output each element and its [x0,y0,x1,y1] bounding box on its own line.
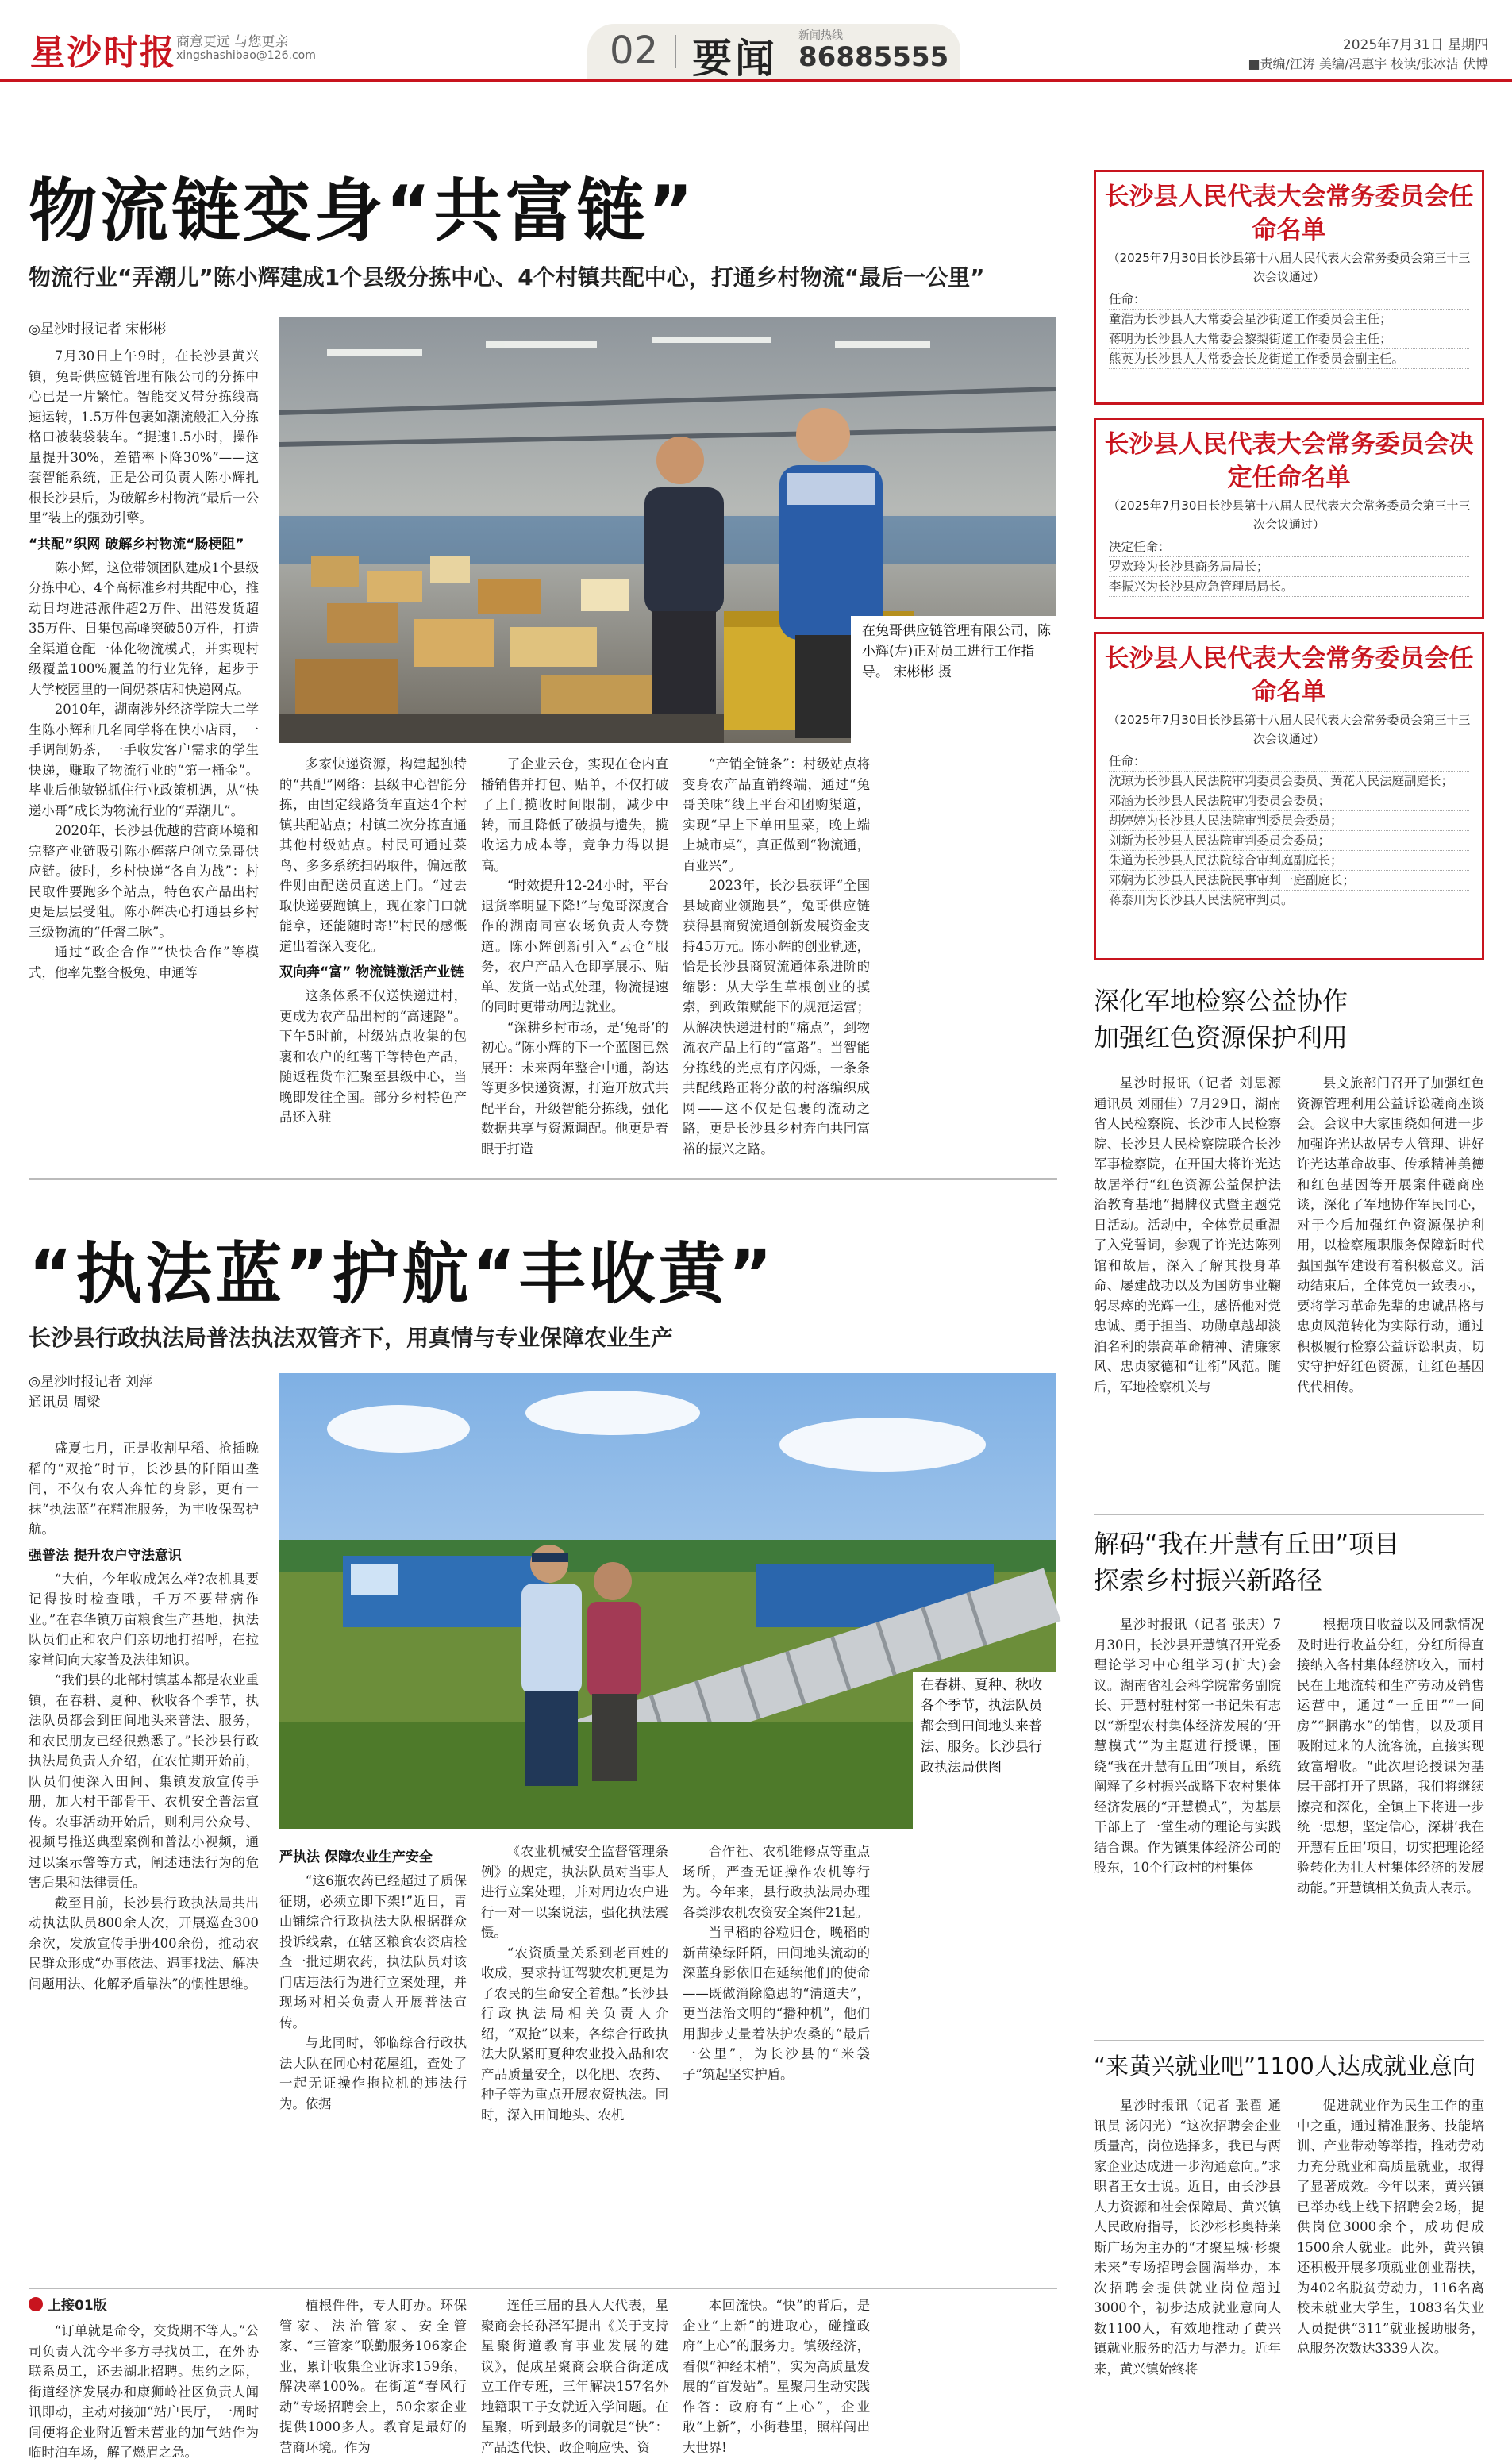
paragraph: 7月30日上午9时，在长沙县黄兴镇，兔哥供应链管理有限公司的分拣中心已是一片繁忙。智能交叉带分拣线高速运转，1.5万件包裹如潮流般汇入分拣格口被装袋装车。“提速1.5小时，操作量提升30%，差错率下降30%”——这套智能系统，正是公司负责人陈小辉扎根长沙县后，为破解乡村物流“最后一公里”装上的强劲引擎。 [29,348,259,525]
paragraph: “时效提升12-24小时，平台退货率明显下降!”与兔哥深度合作的湖南同富农场负责人夸赞道。陈小辉创新引入“云仓”服务，农户产品入仓即享展示、贴单、发货一站式处理，物流提速的同时更带动周边就业。 [481,878,668,1014]
notice-line: 邓娴为长沙县人民法院民事审判一庭副庭长； [1109,871,1469,891]
masthead [0,0,1512,82]
notice-line: 胡婷婷为长沙县人民法院审判委员会委员； [1109,811,1469,831]
story1-column-2 [279,754,467,1164]
notice-line: 罗欢玲为长沙县商务局局长； [1109,557,1469,577]
paragraph: 2023年，长沙县获评“全国县域商业领跑县”，兔哥供应链获得县商贸流通创新发展资金支持45万元。陈小辉的创业轨迹，恰是长沙县商贸流通体系进阶的缩影：从大学生草根创业的摸索，到政策赋能下的规范运营；从解决快递进村的“痛点”，到物流农产品上行的“富路”。当智能分拣线的光点有序闪烁，一条条共配线路正将分散的村落编织成网——这不仅是包裹的流动之路，更是长沙县乡村奔向共同富裕的振兴之路。 [683,878,870,1156]
continued-col2-text: 植根件件，专人盯办。环保管家、法治管家、安全管家、“三管家”联勤服务106家企业，累计收集企业诉求159条，解决率100%。在街道“春风行动”专场招聘会上，50余家企业提供1000多人。教育是最好的营商环境。作为 [279,2298,467,2455]
story2-photo-caption: 在春耕、夏种、秋收各个季节，执法队员都会到田间地头来普法、服务。长沙县行政执法局供图 [921,1677,1042,1776]
paragraph: “这6瓶农药已经超过了质保征期，必须立即下架!”近日，青山铺综合行政执法大队根据群众投诉线索，在辖区粮食农资店检查一批过期农药，执法队员对该门店违法行为进行立案处理，并现场对相关负责人开展普法宣传。 [279,1873,467,2030]
paragraph: 当早稻的谷粒归仓，晚稻的新苗染绿阡陌，田间地头流动的深蓝身影依旧在延续他们的使命——既做消除隐患的“清道夫”，更当法治文明的“播种机”，他们用脚步丈量着法护农桑的“最后一公里”，为长沙县的“米袋子”筑起坚实护盾。 [683,1925,870,2082]
hotline-number: 86885555 [798,41,949,73]
notice-line: 蒋泰川为长沙县人民法院审判员。 [1109,891,1469,910]
brief1-headline: 深化军地检察公益协作 加强红色资源保护利用 [1094,986,1348,1053]
continued-col1-text: “订单就是命令，交货期不等人。”公司负责人沈今平多方寻找员工，在外协联系员工，还去湖北招聘。焦约之际，街道经济发展办和康狮岭社区负责人闻讯即动，主动对接加“站户民厅，一周时间便将企业附近暂未营业的加气站作为临时泊车场，解了燃眉之急。 [29,2323,259,2460]
story2-subhead: 长沙县行政执法局普法执法双管齐下，用真情与专业保障农业生产 [29,1325,674,1351]
paragraph: 这条体系不仅送快递进村，更成为农产品出村的“高速路”。下午5时前，村级站点收集的包裹和农户的红薯干等特色产品，随返程货车汇聚至县级中心，当晚即发往全国。部分乡村特色产品还入驻 [279,988,467,1125]
story1-photo-caption: 在兔哥供应链管理有限公司，陈小辉(左)正对员工进行工作指导。 宋彬彬 摄 [862,623,1051,680]
brief1-col1-text: 星沙时报讯（记者 刘思源 通讯员 刘丽佳）7月29日，湖南省人民检察院、长沙市人民检察院、长沙县人民检察院联合长沙军事检察院，在开国大将许光达故居举行“红色资源公益保护法治教育基地”揭牌仪式暨主题党日活动。活动中，全体党员重温了入党誓词，参观了许光达陈列馆和故居，深入了解其投身革命、屡建战功以及为国防事业鞠躬尽瘁的光辉一生，感悟他对党忠诚、勇于担当、功勋卓越却淡泊名利的崇高革命精神、清廉家风、忠贞家德和“让衔”风范。随后，军地检察机关与 [1094,1076,1281,1395]
slogan: 商意更远 与您更亲 [176,34,289,50]
brief3-column-1 [1094,2095,1281,2421]
story-divider [29,1178,1057,1180]
notice-line: 蒋明为长沙县人大常委会黎梨街道工作委员会主任； [1109,329,1469,349]
paragraph: 多家快递资源，构建起独特的“共配”网络：县级中心智能分拣，由固定线路货车直达4个村镇共配站点；村镇二次分拣直通其他村级站点。村民可通过菜鸟、多多系统扫码取件，偏远散件则由配送员直送上门。“过去取快递要跑镇上，现在家门口就能拿，还能随时寄!”村民的感慨道出着深入变化。 [279,756,467,954]
story2-column-2 [279,1841,467,2254]
brief3-headline: “来黄兴就业吧”1100人达成就业意向 [1094,2053,1475,2080]
paragraph: 陈小辉，这位带领团队建成1个县级分拣中心、4个高标准乡村共配中心，推动日均进港派件超2万件、出港发货超35万件、日集包高峰突破50万件，打造全渠道仓配一体化物流模式，并实现村级覆盖100%履盖的行业先锋，起步于大学校园里的一间奶茶店和快递网点。 [29,560,259,697]
story2-column-4 [683,1841,870,2254]
brief1-column-1 [1094,1073,1281,1486]
paragraph: 盛夏七月，正是收割早稻、抢插晚稻的“双抢”时节，长沙县的阡陌田垄间，不仅有农人奔忙的身影，更有一抹“执法蓝”在精准服务，为丰收保驾护航。 [29,1441,259,1537]
story2-headline: “执法蓝”护航“丰收黄” [29,1235,775,1313]
notice-2-title: 长沙县人民代表大会常务委员会决定任命名单 [1104,430,1474,492]
continued-label [29,2296,107,2316]
notice-2-note: （2025年7月30日长沙县第十八届人民代表大会常务委员会第三十三次会议通过） [1107,498,1471,532]
section-title: 要闻 [692,36,778,82]
notice-box-1 [1094,170,1484,405]
story1-column-4 [683,754,870,1164]
paragraph: 了企业云仓，实现在仓内直播销售并打包、贴单，不仅打破了上门揽收时间限制，减少中转，而且降低了破损与遗失，揽收运力成本等，竞争力得以提高。 [481,756,668,873]
notice-line: 决定任命： [1109,537,1469,557]
email: xingshashibao@126.com [176,49,316,62]
editor-credits: ■责编/江涛 美编/冯惠宇 校读/张冰洁 伏博 [1248,56,1488,71]
continued-arrow-icon [29,2297,43,2311]
section-heading: 双向奔“富” 物流链激活产业链 [279,964,464,980]
paragraph: 与此同时，邻临综合行政执法大队在同心村花屋组，查处了一起无证操作拖拉机的违法行为。依据 [279,2035,467,2111]
page-number: 02 [610,29,659,73]
continued-divider [29,2288,1057,2289]
brief-divider-1 [1094,1514,1484,1515]
paragraph: 截至目前，长沙县行政执法局共出动执法队员800余人次，开展巡查300余次，发放宣传手册400余份，推动农民群众形成“办事依法、遇事找法、解决问题用法、化解矛盾靠法”的惯性思维。 [29,1895,259,1992]
brief3-column-2 [1297,2095,1484,2421]
section-heading: 强普法 提升农户守法意识 [29,1547,182,1564]
paragraph: “农资质量关系到老百姓的收成，要求持证驾驶农机更是为了农民的生命安全着想。”长沙县行政执法局相关负责人介绍，“双抢”以来，各综合行政执法大队紧盯夏种农业投入品和农产品质量安全，以化肥、农药、种子等为重点开展农资执法。同时，深入田间地头、农机 [481,1945,668,2122]
continued-column-2 [279,2296,467,2455]
brief2-col2-text: 根据项目收益以及同款情况及时进行收益分红，分红所得直接纳入各村集体经济收入，而村民在土地流转和生产劳动及销售运营中，通过“一丘田”“一间房”“捆鹃水”的销售，以及项目吸附过来的人流客流，直接实现致富增收。“此次理论授课为基层干部打开了思路，我们将继续擦亮和深化，全镇上下将进一步统一思想，坚定信心，深耕‘我在开慧有丘田’项目，切实把理论经验转化为壮大村集体经济的发展动能。”开慧镇相关负责人表示。 [1297,1617,1484,1895]
brief2-col1-text: 星沙时报讯（记者 张庆）7月30日，长沙县开慧镇召开党委理论学习中心组学习(扩大)会议。湖南省社会科学院常务副院长、开慧村驻村第一书记朱有志以“新型农村集体经济发展的‘开慧模式’”为主题进行授课，围绕“我在开慧有丘田”项目，系统阐释了乡村振兴战略下农村集体经济发展的“开慧模式”，为基层干部上了一堂生动的理论与实践结合课。作为镇集体经济公司的股东，10个行政村的村集体 [1094,1617,1281,1875]
hotline-label: 新闻热线 [798,29,843,42]
notice-line: 李振兴为长沙县应急管理局局长。 [1109,577,1469,597]
continued-label-text: 上接01版 [48,2298,107,2314]
story1-column-3 [481,754,668,1164]
notice-line: 任命： [1109,752,1469,772]
brief3-col1-text: 星沙时报讯（记者 张翟 通讯员 汤闪光）“这次招聘会企业质量高，岗位选择多，我已与两家企业达成进一步沟通意向。”求职者王女士说。近日，由长沙县人力资源和社会保障局、黄兴镇人民政府指导，长沙杉杉奥特莱斯广场为主办的“才聚星城·杉聚未来”专场招聘会圆满举办，本次招聘会提供就业岗位超过3000个，初步达成就业意向人数1100人，有效地推动了黄兴镇就业服务的活力与潜力。近年来，黄兴镇始终将 [1094,2098,1281,2376]
paragraph: 通过“政企合作”“快快合作”等模式，他率先整合极兔、申通等 [29,945,259,980]
notice-line: 刘新为长沙县人民法院审判委员会委员； [1109,831,1469,851]
story1-subhead: 物流行业“弄潮儿”陈小辉建成1个县级分拣中心、4个村镇共配中心，打通乡村物流“最后一公里” [29,264,985,291]
story2-column-1 [29,1438,259,2248]
story2-byline: ◎星沙时报记者 刘萍 通讯员 周梁 [29,1374,153,1410]
notice-1-body [1096,287,1482,375]
paragraph: “我们县的北部村镇基本都是农业重镇，在春耕、夏种、秋收各个季节，执法队员都会到田间地头来普法、服务，和农民朋友已经很熟悉了。”长沙县行政执法局负责人介绍，在农忙期开始前，队员们便深入田间、集镇发放宣传手册，加大村干部骨干、农机安全普法宣传。农事活动开始后，则利用公众号、视频号推送典型案例和普法小视频，通过以案示警等方式，阐述违法行为的危害后果和法律责任。 [29,1672,259,1890]
brief2-column-1 [1094,1614,1281,2034]
continued-column-1 [29,2321,259,2460]
notice-box-2 [1094,418,1484,619]
issue-date: 2025年7月31日 星期四 [1342,37,1488,53]
section-heading: 严执法 保障农业生产安全 [279,1849,433,1865]
brief1-col2-text: 县文旅部门召开了加强红色资源管理利用公益诉讼磋商座谈会。会议中大家围绕如何进一步加强许光达故居专人管理、讲好许光达革命故事、传承精神美德和红色基因等开展案件磋商座谈，深化了军地协作军民同心，对于今后加强红色资源保护利用，以检察履职服务保障新时代强国强军建设有着积极意义。活动结束后，全体党员一致表示，要将学习革命先辈的忠诚品格与忠贞风范转化为实际行动，通过积极履行检察公益诉讼职责，切实守护好红色资源，让红色基因代代相传。 [1297,1076,1484,1395]
story1-column-1 [29,346,259,1164]
paragraph: “深耕乡村市场，是‘兔哥’的初心。”陈小辉的下一个蓝图已然展开：未来两年整合中通，韵达等更多快递资源，打造开放式共配平台，升级智能分拣线，强化数据共享与资源调配。他更是着眼于打造 [481,1019,668,1156]
paper-logo: 星沙时报 [30,33,176,73]
notice-3-title: 长沙县人民代表大会常务委员会任命名单 [1104,645,1474,706]
section-heading: “共配”织网 破解乡村物流“肠梗阻” [29,536,244,552]
notice-line: 沈琼为长沙县人民法院审判委员会委员、黄花人民法庭副庭长； [1109,772,1469,791]
brief3-col2-text: 促进就业作为民生工作的重中之重，通过精准服务、技能培训、产业带动等举措，推动劳动力充分就业和高质量就业，取得了显著成效。今年以来，黄兴镇已举办线上线下招聘会2场，提供岗位3000余个，成功促成1500余人就业。此外，黄兴镇还积极开展多项就业创业帮扶，为402名脱贫劳动力，116名离校未就业大学生，1083名失业人员提供“311”就业援助服务，总服务次数达3339人次。 [1297,2098,1484,2356]
notice-3-note: （2025年7月30日长沙县第十八届人民代表大会常务委员会第三十三次会议通过） [1107,713,1471,746]
notice-3-body [1096,749,1482,917]
story1-byline: ◎星沙时报记者 宋彬彬 [29,321,167,337]
paragraph: 合作社、农机维修点等重点场所，严查无证操作农机等行为。今年来，县行政执法局办理各类涉农机农资安全案件21起。 [683,1844,870,1920]
paragraph: 2010年，湖南涉外经济学院大二学生陈小辉和几名同学将在快小店雨，一手调制奶茶，一手收发客户需求的学生快递，赚取了物流行业的“第一桶金”。毕业后他敏锐抓住行业政策机遇，从“快递小哥”成长为物流行业的“弄潮儿”。 [29,702,259,818]
notice-line: 邓涵为长沙县人民法院审判委员会委员； [1109,791,1469,811]
paragraph: 《农业机械安全监督管理条例》的规定，执法队员对当事人进行立案处理，并对周边农户进行一对一以案说法，强化执法震慑。 [481,1844,668,1940]
continued-column-4 [683,2296,870,2455]
notice-line: 任命： [1109,290,1469,310]
story2-column-3 [481,1841,668,2254]
notice-line: 熊英为长沙县人大常委会长龙街道工作委员会副主任。 [1109,349,1469,369]
notice-line: 朱道为长沙县人民法院综合审判庭副庭长； [1109,851,1469,871]
brief2-headline: 解码“我在开慧有丘田”项目 探索乡村振兴新路径 [1094,1529,1400,1595]
paragraph: “产销全链条”：村级站点将变身农产品直销终端，通过“兔哥美味”线上平台和团购渠道，实现“早上下单田里菜，晚上端上城市桌”，真正做到“物流通，百业兴”。 [683,756,870,873]
notice-2-body [1096,534,1482,603]
tab-divider [675,35,676,68]
story1-headline: 物流链变身“共富链” [29,171,697,251]
continued-col4-text: 本回流快。“快”的背后，是企业“上新”的进取心，碰撞政府“上心”的服务力。镇级经济，看似“神经末梢”，实为高质量发展的“首发站”。星聚用生动实践作答：政府有“上心”，企业敢“上新”，小街巷里，照样闯出大世界! [683,2298,870,2455]
paragraph: 2020年，长沙县优越的营商环境和完整产业链吸引陈小辉落户创立兔哥供应链。彼时，乡村快递“各自为战”：村民取件要跑多个站点，特色农产品出村更是层层受阻。陈小辉决心打通县乡村三级物流的“任督二脉”。 [29,823,259,940]
brief1-column-2 [1297,1073,1484,1486]
notice-line: 童浩为长沙县人大常委会星沙街道工作委员会主任； [1109,310,1469,329]
notice-1-note: （2025年7月30日长沙县第十八届人民代表大会常务委员会第三十三次会议通过） [1107,251,1471,284]
continued-column-3 [481,2296,668,2455]
continued-col3-text: 连任三届的县人大代表，星聚商会长孙泽军提出《关于支持星聚街道教育事业发展的建议》，促成星聚商会联合街道成立工作专班，三年解决157名外地籍职工子女就近入学问题。在星聚，听到最多的词就是“快”：产品迭代快、政企响应快、资 [481,2298,668,2455]
brief2-column-2 [1297,1614,1484,2034]
paragraph: “大伯，今年收成怎么样?农机具要记得按时检查哦，千万不要带病作业。”在春华镇万亩粮食生产基地，执法队员们正和农户们亲切地打招呼，在拉家常间向大家普及法律知识。 [29,1571,259,1668]
notice-box-3 [1094,632,1484,960]
notice-1-title: 长沙县人民代表大会常务委员会任命名单 [1104,183,1474,244]
brief-divider-2 [1094,2040,1484,2041]
